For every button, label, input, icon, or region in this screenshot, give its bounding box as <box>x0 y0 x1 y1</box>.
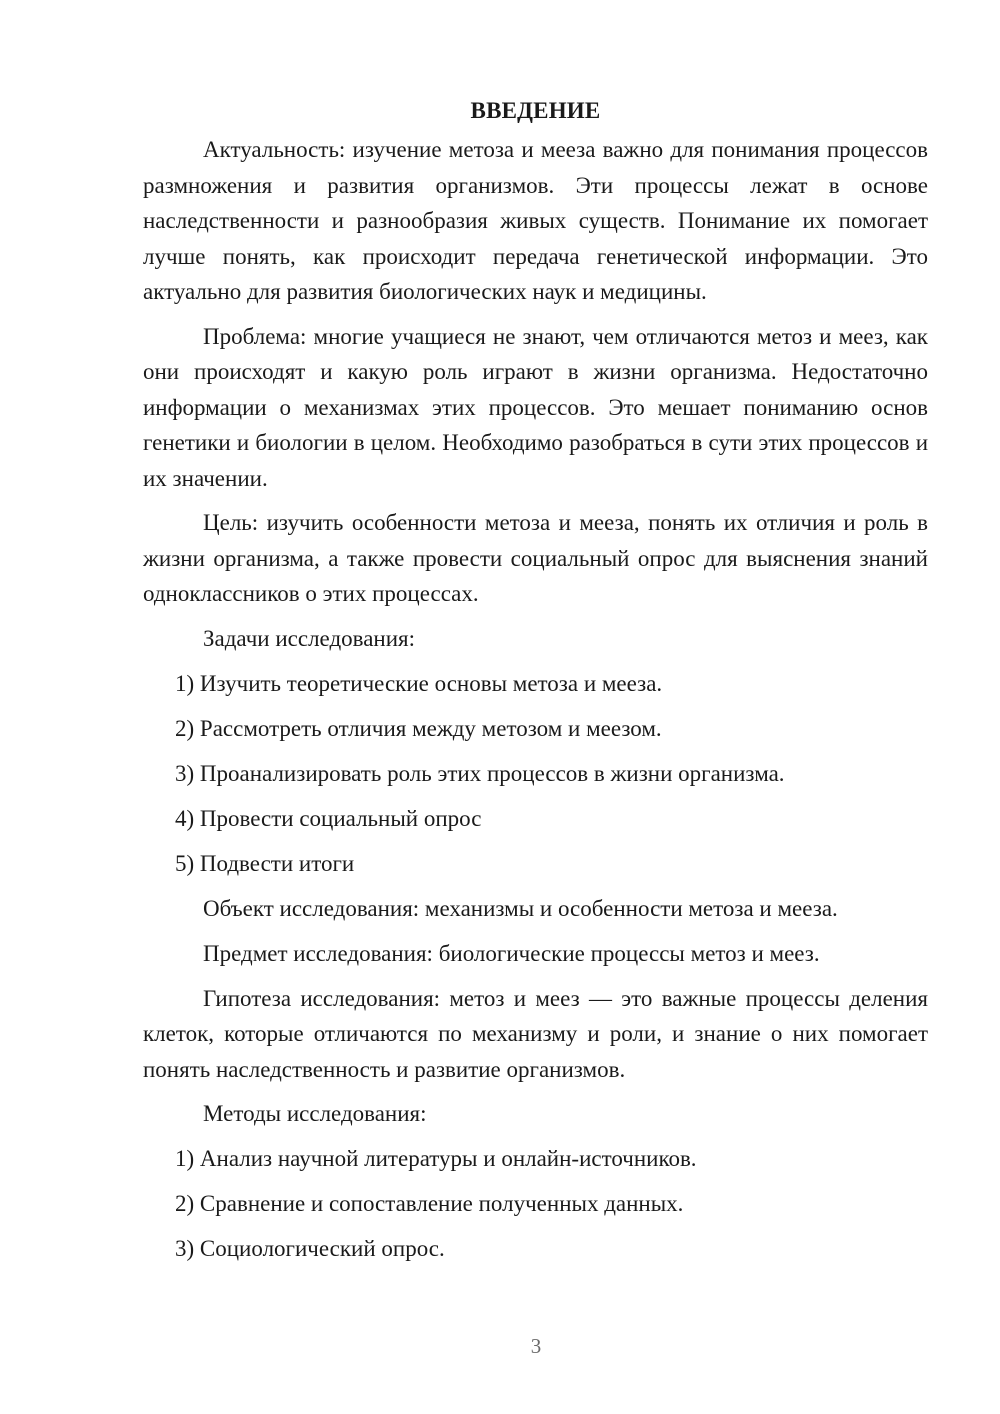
page-content <box>143 96 928 1276</box>
goal-paragraph: Цель: изучить особенности метоза и мееза, понять их отличия и роль в жизни организма, а также провести социальный опрос для выяснения знаний одноклассников о этих процессах. <box>143 510 928 606</box>
tasks-list <box>143 666 928 882</box>
method-item: 2) Сравнение и сопоставление полученных данных. <box>175 1191 684 1216</box>
research-object: Объект исследования: механизмы и особенности метоза и мееза. <box>203 895 838 921</box>
task-item: 2) Рассмотреть отличия между метозом и меезом. <box>175 715 662 741</box>
task-item: 5) Подвести итоги <box>175 850 355 876</box>
section-heading: ВВЕДЕНИЕ <box>470 98 601 123</box>
method-item: 3) Социологический опрос. <box>175 1236 445 1261</box>
task-item: 3) Проанализировать роль этих процессов в жизни организма. <box>175 760 785 786</box>
page-number: 3 <box>530 1334 542 1358</box>
hypothesis-paragraph: Гипотеза исследования: метоз и меез — это важные процессы деления клеток, которые отличаются по механизму и роли, и знание о них помогает понять наследственность и развитие организмов. <box>143 985 928 1082</box>
methods-title: Методы исследования: <box>203 1101 427 1126</box>
task-item: 1) Изучить теоретические основы метоза и мееза. <box>175 670 663 696</box>
tasks-title: Задачи исследования: <box>203 625 416 651</box>
methods-list <box>143 1141 928 1267</box>
relevance-paragraph: Актуальность: изучение метоза и мееза важно для понимания процессов размножения и развития организмов. Эти процессы лежат в основе наследственности и разнообразия живых существ. Понимание их помогает лучше понять, как происходит передача генетической информации. Это актуально для развития биологических наук и медицины. <box>143 137 928 304</box>
method-item: 1) Анализ научной литературы и онлайн-источников. <box>175 1146 697 1171</box>
research-subject: Предмет исследования: биологические процессы метоз и меез. <box>203 940 820 966</box>
task-item: 4) Провести социальный опрос <box>175 805 482 831</box>
problem-paragraph: Проблема: многие учащиеся не знают, чем отличаются метоз и меез, как они происходят и какую роль играют в жизни организма. Недостаточно информации о механизмах этих процессов. Это мешает пониманию основ генетики и биологии в целом. Необходимо разобраться в сути этих процессов и их значении. <box>143 323 928 491</box>
